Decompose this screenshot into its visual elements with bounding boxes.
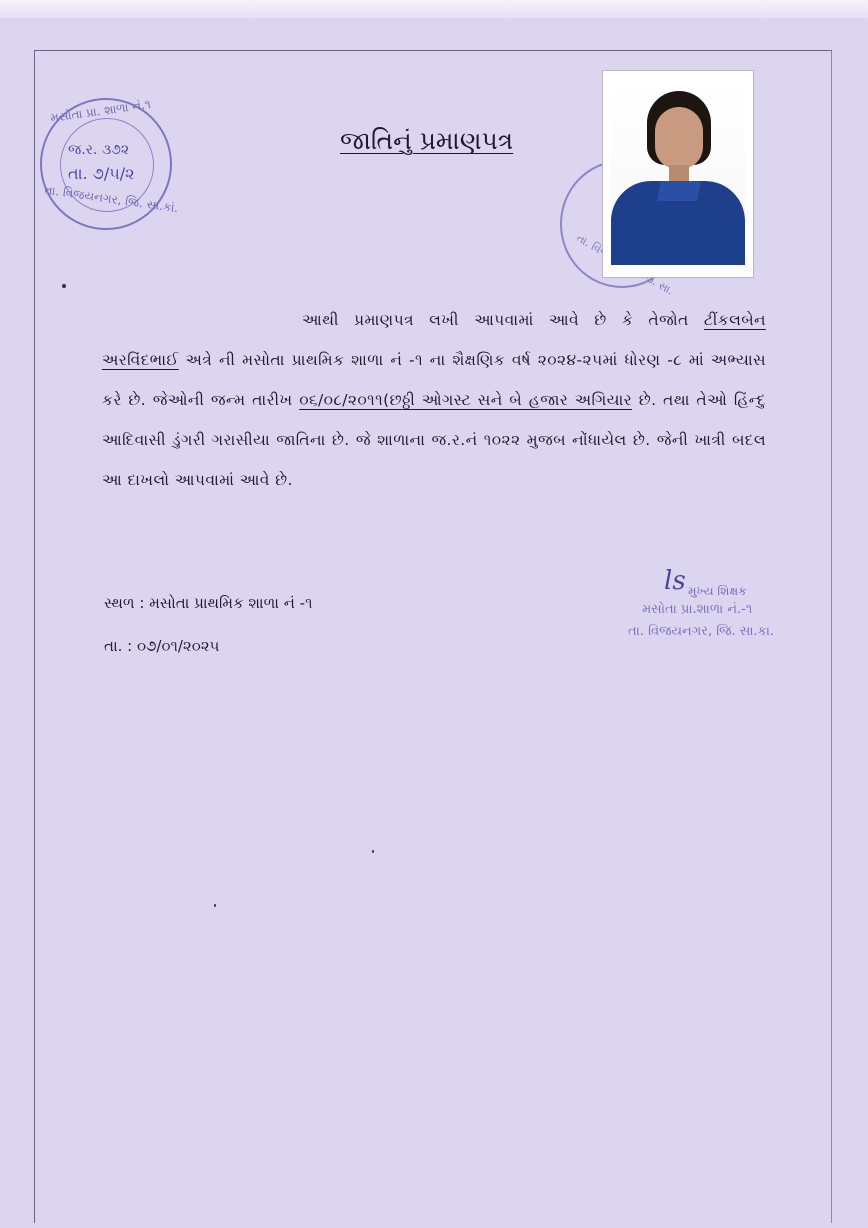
seal-ring-top-text: મસોતા પ્રા. શાળા નં.૧ (49, 97, 152, 125)
body-sentence-1: આથી પ્રમાણપત્ર લખી આપવામાં આવે છે કે તેજોત (302, 311, 704, 329)
signature-title: મુખ્ય શિક્ષક (688, 584, 747, 598)
scan-speck (62, 284, 66, 288)
seal-ring-bottom-text: તા. વિજયનગર, જિ. સા.કાં. (43, 182, 180, 216)
seal-date: તા. ૭/૫/૨ (68, 164, 135, 183)
student-first-name: ટીંકલબેન (703, 311, 766, 329)
date-line: તા. : ૦૭/૦૧/૨૦૨૫ (104, 637, 220, 655)
scan-speck (214, 904, 216, 907)
signature-taluka: તા. વિજયનગર, જિ. સા.કા. (628, 624, 775, 639)
body-sentence-2: અત્રે ની મસોતા પ્રાથમિક શાળા નં -૧ ના શૈક્ષણિક વર્ષ ૨૦૨૪-૨૫માં ધોરણ -૮ માં અભ્યાસ કરે છે. જેઓની જન્મ તારીખ (102, 351, 766, 409)
scan-speck (372, 850, 374, 853)
birth-date: ૦૬/૦૮/૨૦૧૧(છઠ્ઠી ઓગસ્ટ સને બે હજાર અગિયાર (299, 391, 633, 409)
student-photo (602, 70, 754, 278)
signature-school: મસોતા પ્રા.શાળા નં.-૧ (642, 602, 753, 617)
scan-top-strip (0, 0, 868, 18)
body-sentence-3: છે. તથા તેઓ હિંન્દુ આદિવાસી ડુંગરી ગરાસીયા જાતિના છે. જે શાળાના જ.ર.નં ૧૦૨૨ મુજબ નોંધાયેલ છે. જેની ખાત્રી બદલ આ દાખલો આપવામાં આવે છે. (102, 391, 766, 489)
photo-image (611, 85, 745, 265)
student-father-name: અરવિંદભાઈ (102, 351, 179, 369)
certificate-body (102, 300, 766, 500)
seal-right-ring-text: તા. જિ. સા. (574, 231, 676, 298)
place-line: સ્થળ : મસોતા પ્રાથમિક શાળા નં -૧ (104, 594, 313, 612)
seal-register-number: જ.ર. ૩૭૨ (68, 142, 130, 158)
certificate-title: જાતિનું પ્રમાણપત્ર (340, 126, 514, 155)
body-paragraph (102, 300, 766, 500)
signature-scribble: ls (664, 566, 686, 596)
